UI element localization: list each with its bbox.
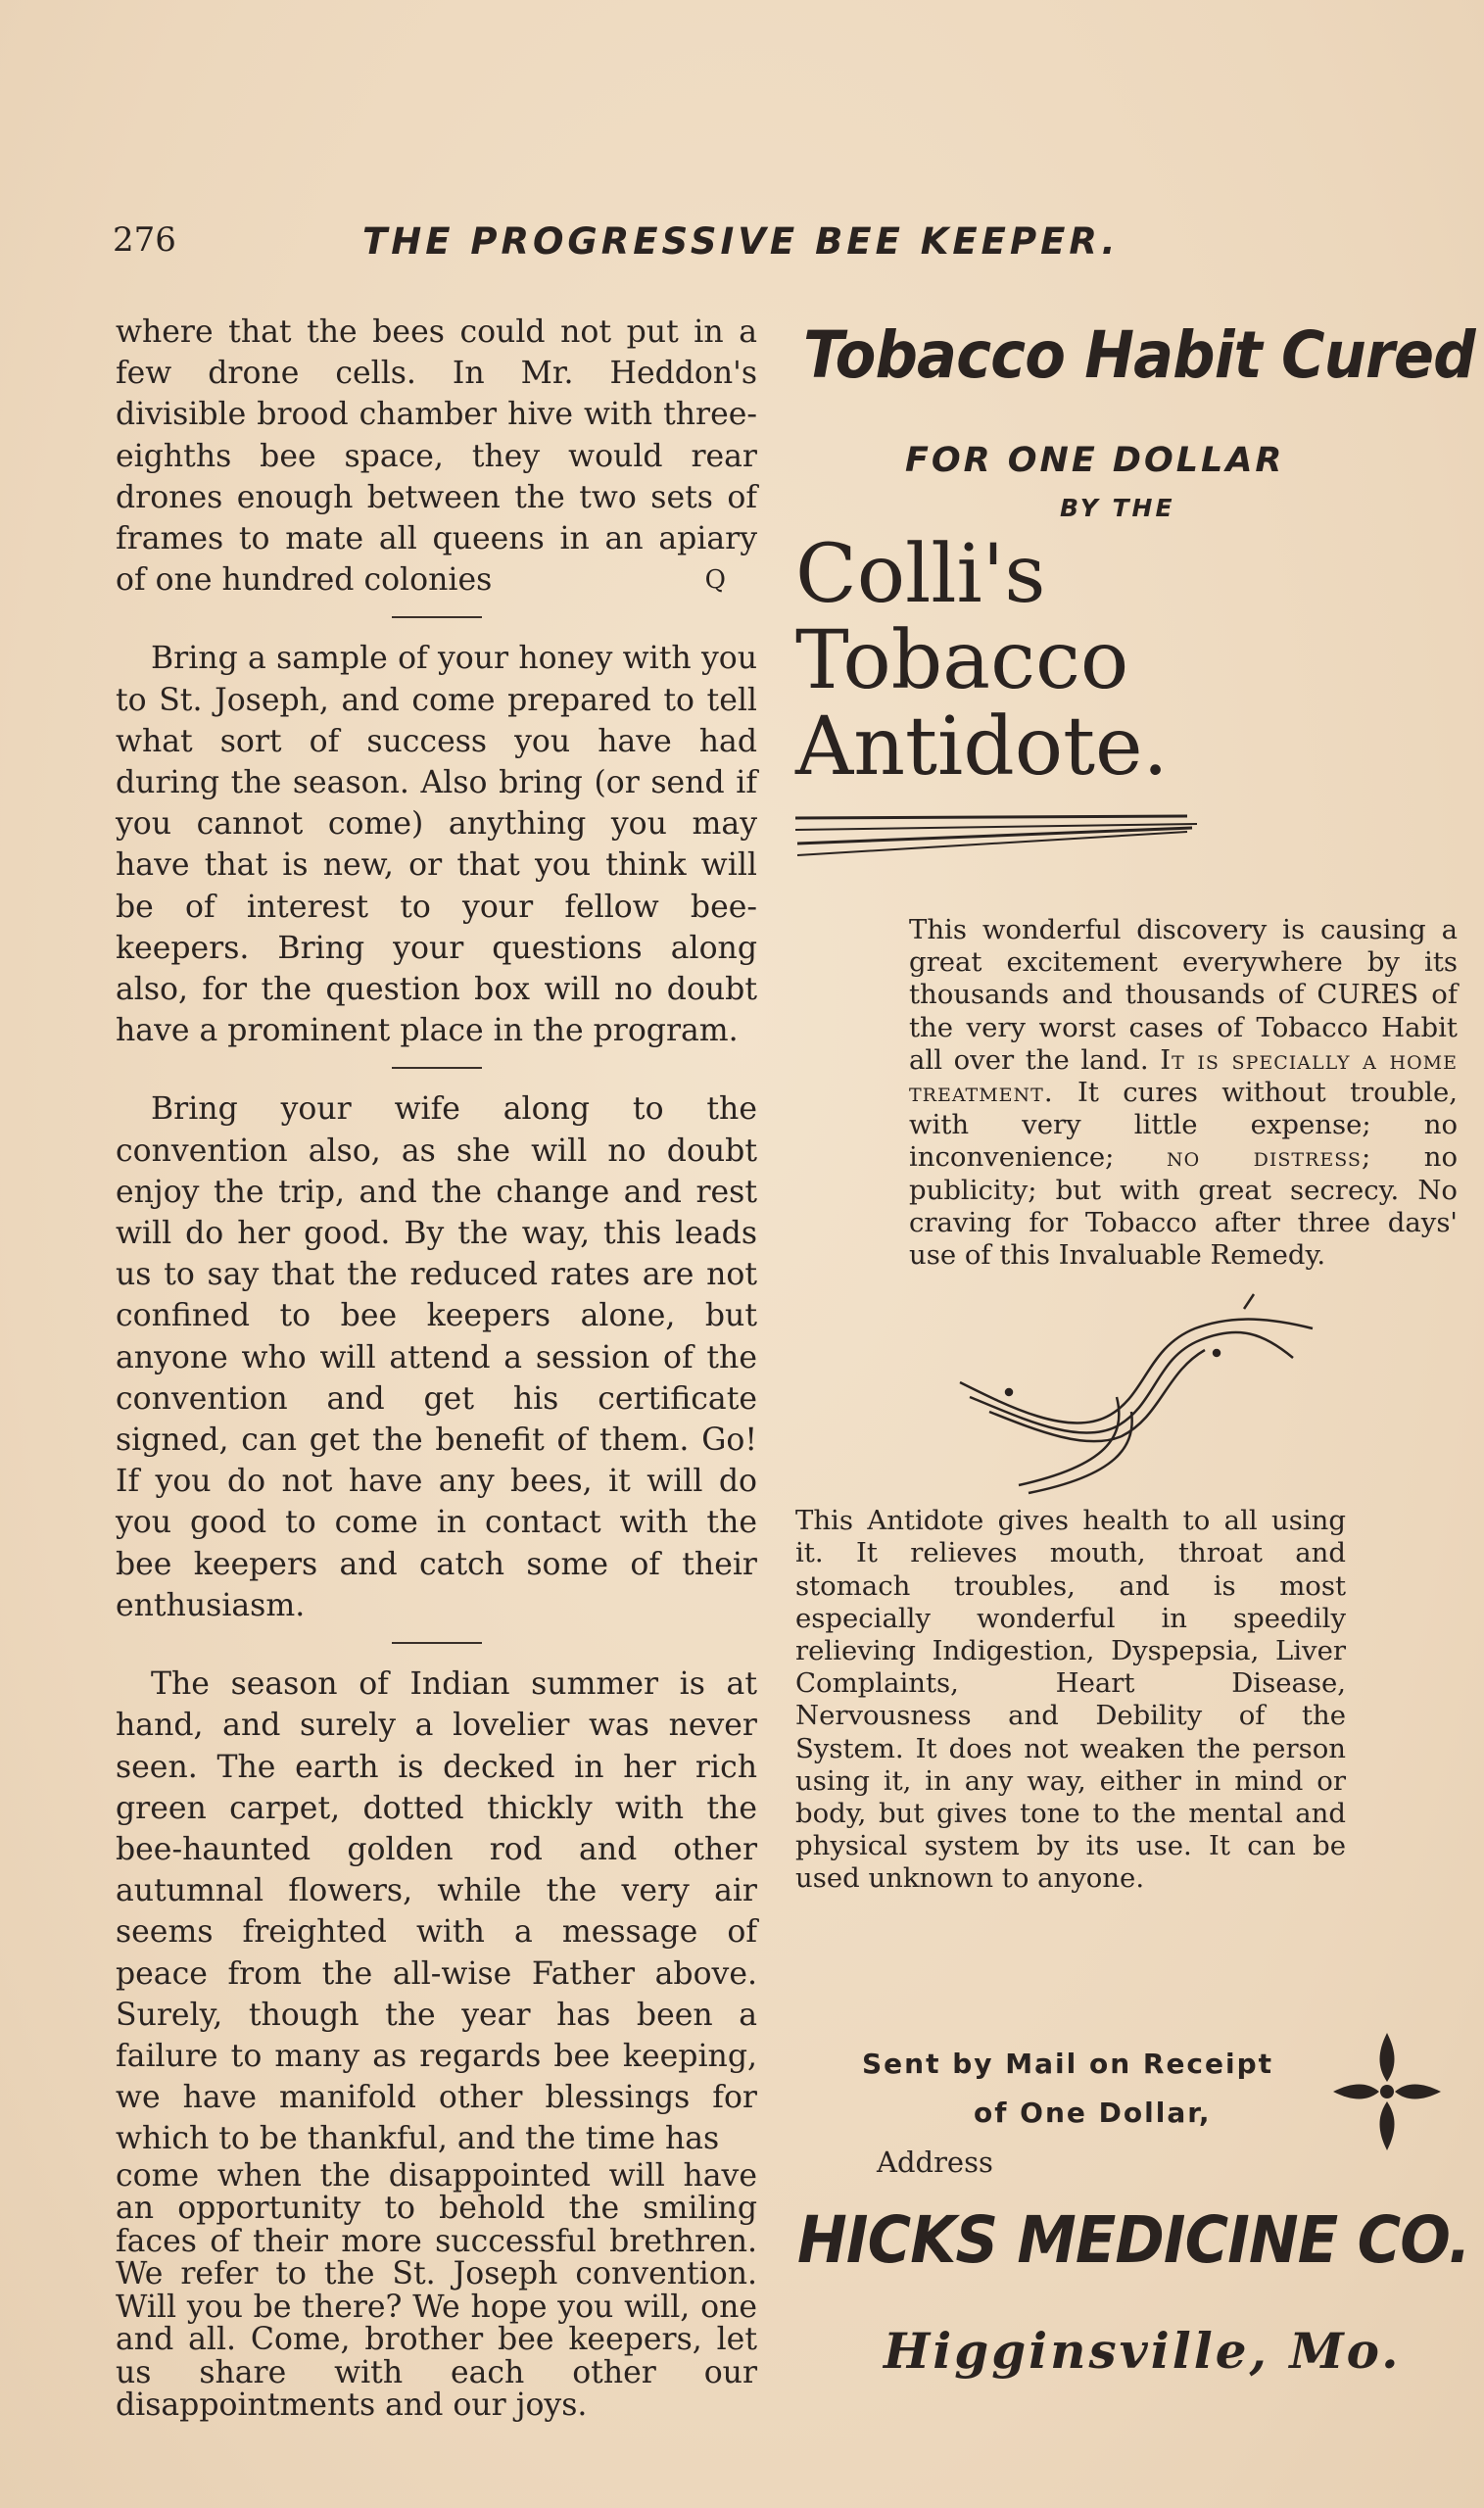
running-title: THE PROGRESSIVE BEE KEEPER. [362, 220, 1120, 263]
product-name [795, 528, 1464, 794]
paragraph-drones-text: where that the bees could not put in a few drone cells. In Mr. Heddon's divisible brood chamber hive with three-eighths bee space, they would rear drones enough between the two sets of frames to mate all queens in an apiary of one hundred colonies [116, 314, 757, 599]
company-name: HICKS MEDICINE CO. [797, 2202, 1470, 2278]
paragraph-indian-summer-cont: come when the disappointed will have an opportunity to behold the smiling faces of their more successful brethren. We refer to the St. Joseph convention. Will you be there? We hope you will, one and all. Come, brother bee keepers, let us share with each other our disappointments and our joys. [116, 2157, 757, 2424]
ad-home-treatment: It is specially a home treatment. [909, 1043, 1458, 1109]
product-name-line2: Tobacco [795, 614, 1129, 707]
page-header [113, 220, 1455, 279]
product-name-line1: Colli's [795, 528, 1046, 621]
ad-address-label: Address [877, 2146, 993, 2179]
section-divider [392, 1642, 482, 1644]
author-initial: Q [704, 565, 726, 596]
page-number: 276 [113, 220, 176, 260]
paragraph-indian-summer: The season of Indian summer is at hand, and surely a lovelier was never seen. The earth is decked in her rich green carpet, dotted thickly with the bee-haunted golden rod and other autumnal flowers, while the very air seems freighted with a message of peace from the all-wise Father above. Surely, though the year has been a failure to many as regards bee keeping, we have manifold other blessings for which to be thankful, and the time has [116, 1666, 757, 2157]
decorative-rule-icon [795, 808, 1207, 867]
product-name-line3: Antidote. [795, 700, 1169, 794]
ad-body-secrecy: no publicity; but with great secrecy. No craving for Tobacco after three days' use of this Invaluable Remedy. [909, 1141, 1459, 1272]
ad-no-distress: no distress; [1166, 1141, 1372, 1174]
ad-body-cures: It cures without trouble, with very little expense; no inconvenience; [909, 1077, 1458, 1174]
ad-mail-line1: Sent by Mail on Receipt [862, 2048, 1274, 2080]
section-divider [392, 1067, 482, 1069]
ad-mail-line2: of One Dollar, [974, 2097, 1212, 2129]
paragraph-bring-wife: Bring your wife along to the convention also, as she will no doubt enjoy the trip, and the change and rest will do her good. By the way, this leads us to say that the reduced rates are not confined to bee keepers alone, but anyone who will attend a session of the convention and get his certificate signed, can get the benefit of them. Go! If you do not have any bees, it will do you good to come in contact with the bee keepers and catch some of their enthusiasm. [116, 1091, 757, 1623]
fleuron-icon [1328, 2028, 1446, 2155]
ad-body-benefits: This Antidote gives health to all using it. It relieves mouth, throat and stomach troubles, and is most especially wonderful in speedily relieving Indigestion, Dyspepsia, Liver Complaints, Heart Disease, Nervousness and Debility of the System. It does not weaken the person using it, in any way, either in mind or body, but gives tone to the mental and physical system by its use. It can be used unknown to anyone. [795, 1505, 1346, 1895]
paragraph-honey-sample: Bring a sample of your honey with you to St. Joseph, and come prepared to tell what sort of success you have had during the season. Also bring (or send if you cannot come) anything you may have that is new, or that you think will be of interest to your fellow bee-keepers. Bring your questions along also, for the question box will no doubt have a prominent place in the program. [116, 641, 757, 1049]
ad-body-discovery [909, 914, 1458, 1272]
ad-body-discovery-text: This wonderful discovery is causing a great excitement everywhere by its thousands and thousands of CURES of the very worst cases of Tobacco Habit all over the land. [909, 914, 1458, 1076]
editorial-column [116, 312, 757, 2423]
company-city: Higginsville, Mo. [884, 2322, 1402, 2380]
flourish-ornament-icon [950, 1289, 1322, 1495]
ad-price-line: FOR ONE DOLLAR [905, 441, 1285, 480]
advertisement [795, 312, 1475, 2380]
section-divider [392, 616, 482, 618]
ad-by-the: BY THE [1060, 494, 1175, 522]
paragraph-drones [116, 312, 757, 601]
ad-headline: Tobacco Habit Cured [803, 317, 1475, 393]
